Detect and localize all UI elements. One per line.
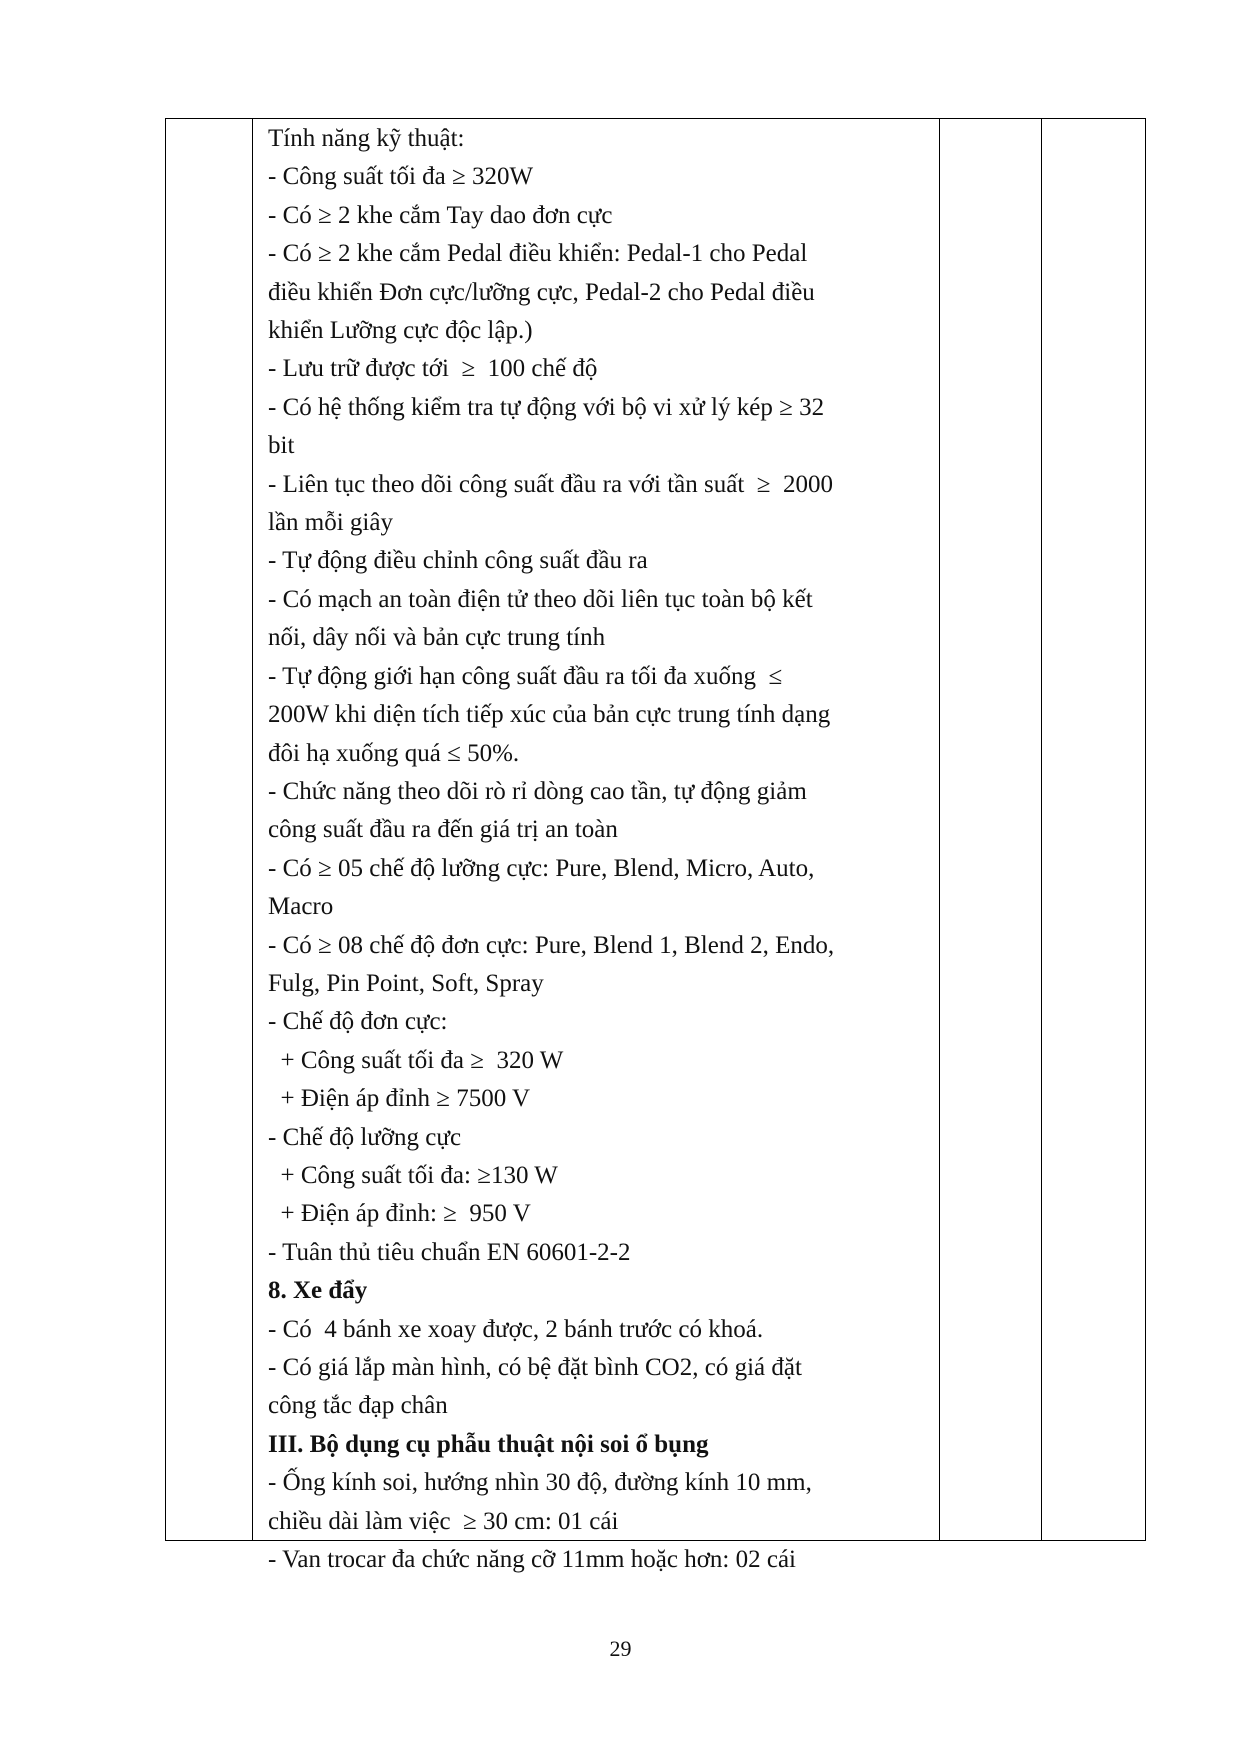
spec-line: - Chế độ đơn cực: bbox=[268, 1008, 448, 1036]
spec-line: chiều dài làm việc ≥ 30 cm: 01 cái bbox=[268, 1507, 619, 1535]
spec-line: - Van trocar đa chức năng cỡ 11mm hoặc hơn: 02 cái bbox=[268, 1546, 797, 1574]
spec-line: khiển Lưỡng cực độc lập.) bbox=[268, 317, 533, 345]
spec-line: - Có hệ thống kiểm tra tự động với bộ vi xử lý kép ≥ 32 bbox=[268, 393, 825, 421]
spec-line: - Có ≥ 2 khe cắm Tay dao đơn cực bbox=[268, 201, 613, 229]
spec-line: - Có 4 bánh xe xoay được, 2 bánh trước có khoá. bbox=[268, 1315, 764, 1343]
column-divider bbox=[939, 119, 940, 1540]
spec-line: + Công suất tối đa ≥ 320 W bbox=[268, 1046, 564, 1074]
spec-line: - Liên tục theo dõi công suất đầu ra với tần suất ≥ 2000 bbox=[268, 470, 834, 498]
spec-line: - Lưu trữ được tới ≥ 100 chế độ bbox=[268, 355, 598, 383]
spec-line: - Tự động giới hạn công suất đầu ra tối đa xuống ≤ bbox=[268, 662, 783, 690]
spec-line: Fulg, Pin Point, Soft, Spray bbox=[268, 969, 544, 997]
section-heading: III. Bộ dụng cụ phẫu thuật nội soi ổ bụng bbox=[268, 1430, 709, 1458]
spec-line: Tính năng kỹ thuật: bbox=[268, 125, 465, 152]
spec-line: Macro bbox=[268, 893, 334, 921]
spec-line: - Công suất tối đa ≥ 320W bbox=[268, 163, 534, 191]
spec-description-cell bbox=[268, 120, 938, 1579]
spec-line: - Ống kính soi, hướng nhìn 30 độ, đường kính 10 mm, bbox=[268, 1469, 812, 1497]
column-divider bbox=[252, 119, 253, 1540]
spec-line: đôi hạ xuống quá ≤ 50%. bbox=[268, 739, 520, 767]
spec-line: công tắc đạp chân bbox=[268, 1392, 448, 1420]
spec-line: bit bbox=[268, 432, 295, 460]
spec-line: - Có ≥ 08 chế độ đơn cực: Pure, Blend 1, Blend 2, Endo, bbox=[268, 931, 835, 959]
spec-line: điều khiển Đơn cực/lưỡng cực, Pedal-2 cho Pedal điều bbox=[268, 278, 815, 306]
page-number: 29 bbox=[609, 1636, 632, 1661]
spec-line: nối, dây nối và bản cực trung tính bbox=[268, 624, 606, 652]
spec-line: - Tuân thủ tiêu chuẩn EN 60601-2-2 bbox=[268, 1238, 631, 1266]
spec-line: lần mỗi giây bbox=[268, 509, 393, 537]
spec-line: + Điện áp đỉnh: ≥ 950 V bbox=[268, 1200, 531, 1228]
spec-line: + Điện áp đỉnh ≥ 7500 V bbox=[268, 1085, 531, 1113]
spec-line: - Có ≥ 2 khe cắm Pedal điều khiển: Pedal-1 cho Pedal bbox=[268, 240, 808, 268]
spec-line: - Có mạch an toàn điện tử theo dõi liên tục toàn bộ kết bbox=[268, 585, 813, 613]
spec-line: công suất đầu ra đến giá trị an toàn bbox=[268, 816, 618, 844]
column-divider bbox=[1041, 119, 1042, 1540]
spec-line: - Chức năng theo dõi rò rỉ dòng cao tần, tự động giảm bbox=[268, 777, 807, 805]
spec-line: - Có giá lắp màn hình, có bệ đặt bình CO2, có giá đặt bbox=[268, 1354, 802, 1381]
spec-line: - Tự động điều chỉnh công suất đầu ra bbox=[268, 547, 648, 575]
spec-line: - Có ≥ 05 chế độ lưỡng cực: Pure, Blend, Micro, Auto, bbox=[268, 854, 815, 882]
spec-line: - Chế độ lưỡng cực bbox=[268, 1123, 462, 1151]
spec-line: 200W khi diện tích tiếp xúc của bản cực trung tính dạng bbox=[268, 701, 831, 729]
section-heading: 8. Xe đẩy bbox=[268, 1277, 368, 1305]
spec-line: + Công suất tối đa: ≥130 W bbox=[268, 1161, 558, 1189]
